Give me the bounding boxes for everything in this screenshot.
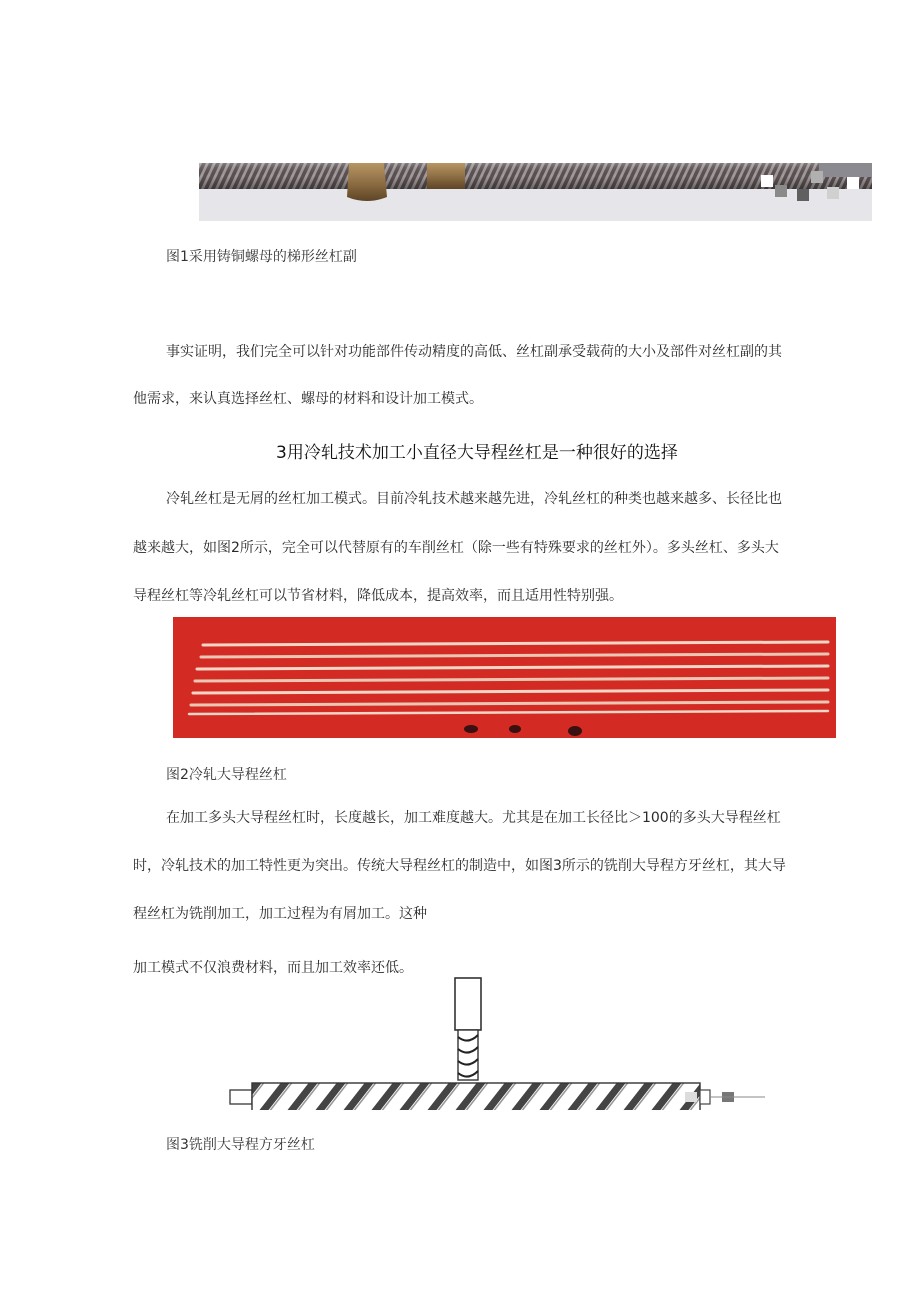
paragraph1-line2: 他需求，来认真选择丝杠、螺母的材料和设计加工模式。 [133, 391, 483, 407]
figure1-caption: 图1采用铸铜螺母的梯形丝杠副 [166, 249, 357, 265]
screw-illustration [199, 163, 872, 221]
paragraph2-line1: 冷轧丝杠是无屑的丝杠加工模式。目前冷轧技术越来越先进，冷轧丝杠的种类也越来越多、长径比也 [166, 491, 782, 507]
paragraph3-line2: 时，冷轧技术的加工特性更为突出。传统大导程丝杠的制造中，如图3所示的铣削大导程方牙丝杠，其大导 [133, 858, 786, 874]
figure3-caption: 图3铣削大导程方牙丝杠 [166, 1137, 315, 1153]
figure1-image [199, 163, 872, 221]
paragraph2-line3: 导程丝杠等冷轧丝杠可以节省材料，降低成本，提高效率，而且适用性特别强。 [133, 588, 623, 604]
paragraph3-line3: 程丝杠为铣削加工，加工过程为有屑加工。这种 [133, 906, 427, 922]
section-heading: 3用冷轧技术加工小直径大导程丝杠是一种很好的选择 [276, 443, 678, 463]
paragraph3-line4: 加工模式不仅浪费材料，而且加工效率还低。 [133, 960, 413, 976]
paragraph2-line2: 越来越大，如图2所示，完全可以代替原有的车削丝杠（除一些有特殊要求的丝杠外）。多头丝杠、多头大 [133, 540, 779, 556]
paragraph3-line1: 在加工多头大导程丝杠时，长度越长，加工难度越大。尤其是在加工长径比＞100的多头大导程丝杠 [166, 810, 781, 826]
rolled-screws-illustration [173, 617, 836, 738]
figure3-image [225, 975, 775, 1110]
paragraph1-line1: 事实证明，我们完全可以针对功能部件传动精度的高低、丝杠副承受载荷的大小及部件对丝杠副的其 [166, 344, 782, 360]
figure2-image [173, 617, 836, 738]
milling-diagram [225, 975, 775, 1110]
figure2-caption: 图2冷轧大导程丝杠 [166, 767, 287, 783]
